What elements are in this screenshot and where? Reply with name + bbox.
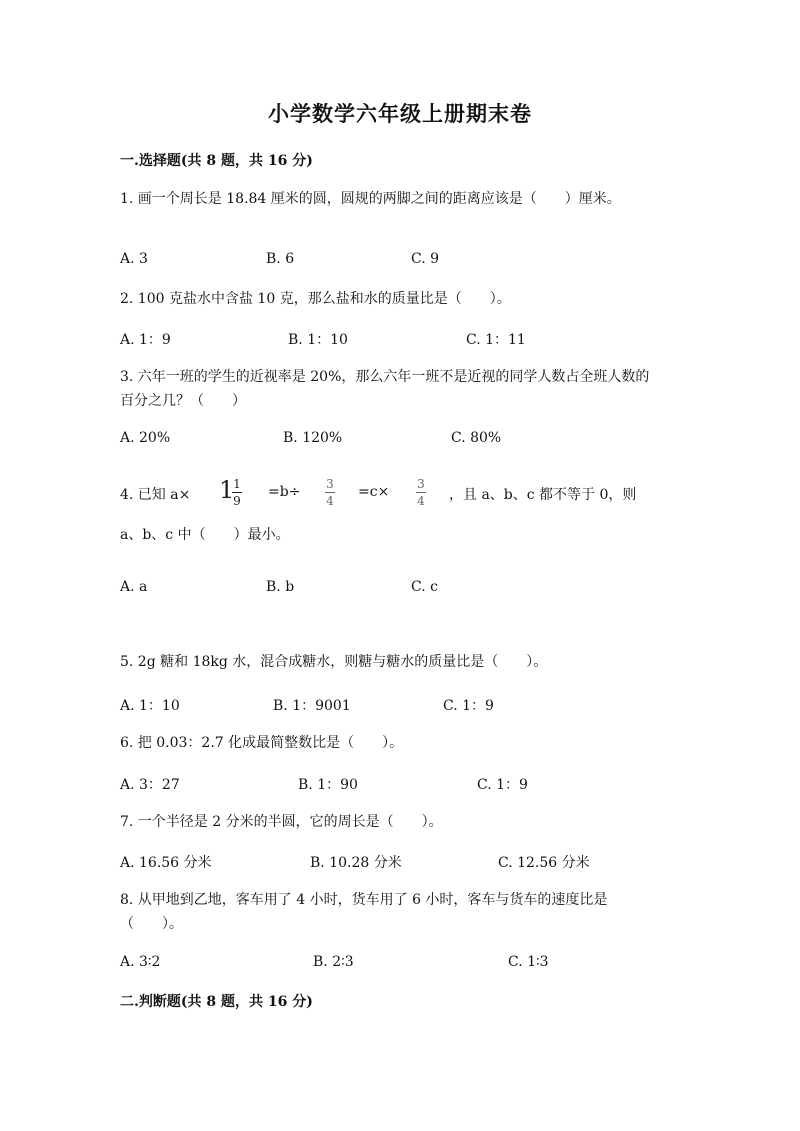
mixed-number-whole: 1 xyxy=(219,476,235,504)
question-4-part3: =c× xyxy=(358,484,390,500)
q6-option-c[interactable]: C. 1：9 xyxy=(477,777,528,793)
fraction-three-quarters-1 xyxy=(325,477,335,508)
fraction-bar xyxy=(416,492,426,493)
fraction-denominator: 4 xyxy=(417,494,425,508)
q5-option-c[interactable]: C. 1：9 xyxy=(443,698,494,714)
q4-option-a[interactable]: A. a xyxy=(120,579,148,595)
question-4-line2: a、b、c 中（ ）最小。 xyxy=(120,527,290,543)
q2-option-c[interactable]: C. 1：11 xyxy=(466,332,526,348)
question-4-part1: 4. 已知 a× xyxy=(120,487,191,503)
q8-option-a[interactable]: A. 3∶2 xyxy=(120,954,161,970)
section-heading-choice: 一.选择题(共 8 题，共 16 分) xyxy=(120,153,313,169)
fraction-denominator: 9 xyxy=(233,494,241,508)
fraction-one-ninth xyxy=(232,477,242,508)
q6-option-a[interactable]: A. 3：27 xyxy=(120,777,180,793)
q5-option-b[interactable]: B. 1：9001 xyxy=(273,698,351,714)
question-1: 1. 画一个周长是 18.84 厘米的圆，圆规的两脚之间的距离应该是（ ）厘米。 xyxy=(120,191,621,207)
page-title: 小学数学六年级上册期末卷 xyxy=(268,101,532,126)
q3-option-c[interactable]: C. 80% xyxy=(451,430,502,446)
q1-option-b[interactable]: B. 6 xyxy=(266,251,295,267)
question-5: 5. 2g 糖和 18kg 水，混合成糖水，则糖与糖水的质量比是（ ）。 xyxy=(120,654,548,670)
question-3: 3. 六年一班的学生的近视率是 20%，那么六年一班不是近视的同学人数占全班人数的百分之几？（ ） xyxy=(120,369,650,409)
q7-option-c[interactable]: C. 12.56 分米 xyxy=(498,855,590,871)
q2-option-b[interactable]: B. 1：10 xyxy=(288,332,348,348)
q4-option-b[interactable]: B. b xyxy=(266,579,295,595)
fraction-bar xyxy=(325,492,335,493)
question-4-part4: ，且 a、b、c 都不等于 0，则 xyxy=(449,487,637,503)
q3-option-a[interactable]: A. 20% xyxy=(120,430,171,446)
q6-option-b[interactable]: B. 1：90 xyxy=(298,777,358,793)
fraction-numerator: 1 xyxy=(233,477,241,491)
q7-option-a[interactable]: A. 16.56 分米 xyxy=(120,855,212,871)
q2-option-a[interactable]: A. 1：9 xyxy=(120,332,171,348)
q8-option-c[interactable]: C. 1∶3 xyxy=(508,954,549,970)
question-2: 2. 100 克盐水中含盐 10 克，那么盐和水的质量比是（ ）。 xyxy=(120,291,511,307)
q7-option-b[interactable]: B. 10.28 分米 xyxy=(310,855,402,871)
fraction-numerator: 3 xyxy=(417,477,425,491)
fraction-bar xyxy=(232,492,242,493)
question-7: 7. 一个半径是 2 分米的半圆，它的周长是（ ）。 xyxy=(120,814,443,830)
q4-option-c[interactable]: C. c xyxy=(411,579,438,595)
fraction-three-quarters-2 xyxy=(416,477,426,508)
q5-option-a[interactable]: A. 1：10 xyxy=(120,698,180,714)
question-6: 6. 把 0.03：2.7 化成最简整数比是（ ）。 xyxy=(120,735,404,751)
q1-option-a[interactable]: A. 3 xyxy=(120,251,148,267)
q3-option-b[interactable]: B. 120% xyxy=(283,430,343,446)
fraction-denominator: 4 xyxy=(326,494,334,508)
q1-option-c[interactable]: C. 9 xyxy=(411,251,440,267)
question-8: 8. 从甲地到乙地，客车用了 4 小时，货车用了 6 小时，客车与货车的速度比是（ ）。 xyxy=(120,892,608,932)
section-heading-judgement: 二.判断题(共 8 题，共 16 分) xyxy=(120,994,313,1010)
q8-option-b[interactable]: B. 2∶3 xyxy=(313,954,354,970)
question-4-part2: =b÷ xyxy=(268,484,301,500)
fraction-numerator: 3 xyxy=(326,477,334,491)
